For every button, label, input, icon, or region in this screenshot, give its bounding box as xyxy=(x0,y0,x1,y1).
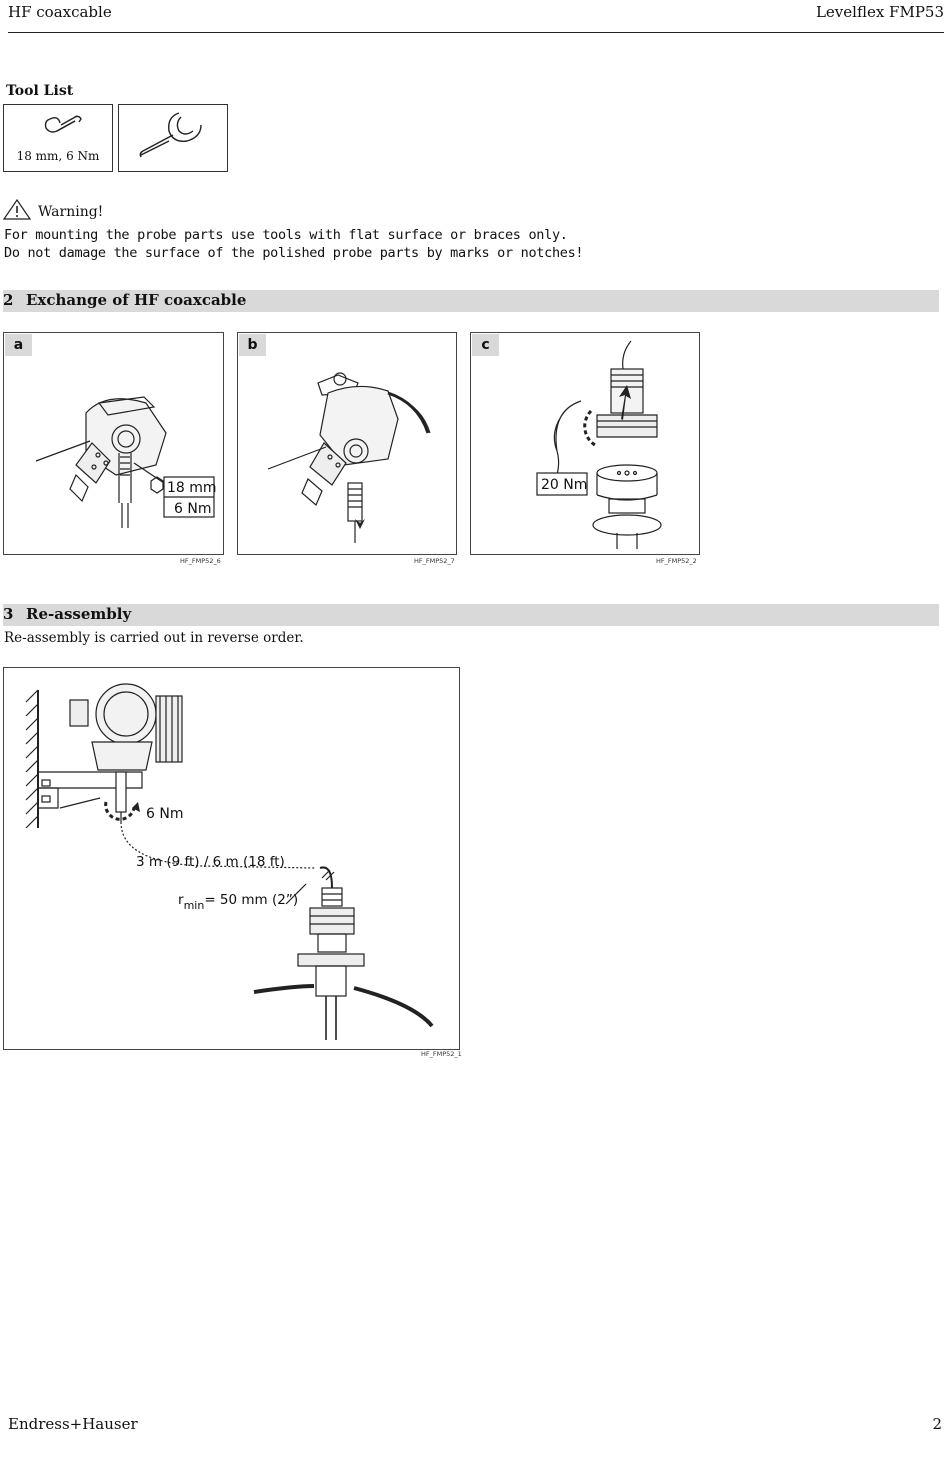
section-number: 3 xyxy=(3,605,14,623)
header-divider xyxy=(8,32,944,33)
header-product-name: Levelflex FMP53 xyxy=(815,3,944,21)
figure-c xyxy=(470,332,700,555)
section-title-text: Re-assembly xyxy=(26,605,132,623)
tool-box-open-end-wrench xyxy=(3,104,113,172)
figure-b-drawing xyxy=(238,333,457,555)
section-title-text: Exchange of HF coaxcable xyxy=(26,291,247,309)
figure-c-drawing xyxy=(471,333,700,555)
reassembly-drawing xyxy=(4,668,460,1050)
section-2-title xyxy=(3,291,246,309)
figure-a-drawing xyxy=(4,333,224,555)
figure-a-code: HF_FMP52_6 xyxy=(180,557,221,565)
figure-b-code: HF_FMP52_7 xyxy=(414,557,455,565)
figure-tag: b xyxy=(239,334,266,356)
reassembly-length-label: 3 m (9 ft) / 6 m (18 ft) xyxy=(136,854,285,870)
reassembly-text: Re-assembly is carried out in reverse order. xyxy=(4,630,304,646)
figure-a-label-wrench: 18 mm xyxy=(167,480,217,496)
figure-tag: c xyxy=(472,334,499,356)
reassembly-torque-label: 6 Nm xyxy=(146,806,184,822)
figure-a-label-torque: 6 Nm xyxy=(174,501,212,517)
section-3-heading-bar xyxy=(3,604,939,626)
figure-tag: a xyxy=(5,334,32,356)
reassembly-radius-label: $r_{min}= 50$ mm (2”) xyxy=(178,892,299,912)
warning-line-2: Do not damage the surface of the polished probe parts by marks or notches! xyxy=(4,245,584,261)
section-3-title xyxy=(3,605,131,623)
tool-caption: 18 mm, 6 Nm xyxy=(16,149,100,163)
warning-triangle-icon xyxy=(3,199,31,221)
section-number: 2 xyxy=(3,291,14,309)
warning-label: Warning! xyxy=(38,204,104,220)
footer-company: Endress+Hauser xyxy=(8,1415,138,1433)
reassembly-figure-code: HF_FMP52_1 xyxy=(421,1050,462,1058)
reassembly-figure xyxy=(3,667,460,1050)
figure-c-label-torque: 20 Nm xyxy=(541,477,588,493)
figure-a xyxy=(3,332,224,555)
footer-page-number: 2 xyxy=(932,1415,942,1433)
warning-line-1: For mounting the probe parts use tools with flat surface or braces only. xyxy=(4,227,568,243)
tool-box-hook-wrench xyxy=(118,104,228,172)
figure-c-code: HF_FMP52_2 xyxy=(656,557,697,565)
section-2-heading-bar xyxy=(3,290,939,312)
hook-wrench-icon xyxy=(119,105,229,173)
open-end-wrench-icon xyxy=(4,105,114,149)
figure-b xyxy=(237,332,457,555)
header-doc-section: HF coaxcable xyxy=(8,3,112,21)
tool-list-title: Tool List xyxy=(6,83,74,99)
